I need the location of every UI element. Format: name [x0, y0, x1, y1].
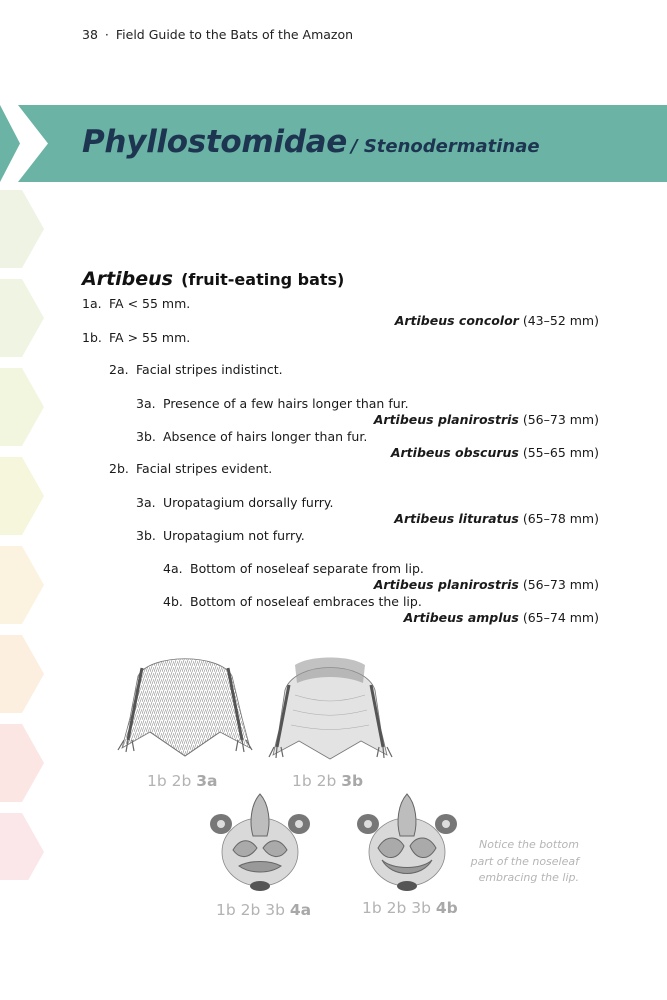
- key-line-3a: 3a. Uropatagium dorsally furry.: [136, 495, 334, 510]
- side-tab: [0, 368, 44, 446]
- genus-name: Artibeus: [82, 268, 173, 290]
- side-tab: [0, 635, 44, 713]
- key-line-4b: 4b. Bottom of noseleaf embraces the lip.: [163, 594, 422, 609]
- page-number: 38: [82, 27, 98, 42]
- figure-label-4b: 1b 2b 3b 4b: [362, 899, 458, 917]
- running-head: [82, 27, 353, 42]
- side-tab: [0, 813, 44, 880]
- page-title: [82, 124, 540, 160]
- noseleaf-embracing-illustration: [357, 794, 457, 891]
- figure-note: Notice the bottom part of the noseleaf embracing the lip.: [470, 838, 579, 884]
- common-name: (fruit-eating bats): [181, 270, 345, 289]
- side-tabs: [0, 190, 46, 880]
- banner-chevron-icon: [0, 105, 60, 182]
- separator: ·: [104, 27, 109, 42]
- noseleaf-separate-illustration: [210, 794, 310, 891]
- book-title: Field Guide to the Bats of the Amazon: [115, 27, 354, 42]
- figure-label-3b: 1b 2b 3b: [292, 772, 364, 790]
- figure-label-4a: 1b 2b 3b 4a: [216, 901, 312, 919]
- key-line-3b: 3b. Uropatagium not furry.: [136, 528, 305, 543]
- result-line: Artibeus concolor (43–52 mm): [394, 313, 599, 328]
- side-tab: [0, 457, 44, 535]
- uropatagium-furry-illustration: [110, 648, 260, 768]
- result-line: Artibeus amplus (65–74 mm): [403, 610, 599, 625]
- result-line: Artibeus obscurus (55–65 mm): [390, 445, 599, 460]
- figure-label-3a: 1b 2b 3a: [147, 772, 218, 790]
- result-line: Artibeus planirostris (56–73 mm): [373, 577, 599, 592]
- side-tab: [0, 279, 44, 357]
- key-line-1b: 1b. FA > 55 mm.: [82, 330, 191, 345]
- key-line-3a: 3a. Presence of a few hairs longer than fur.: [136, 396, 409, 411]
- key-line-1a: 1a. FA < 55 mm.: [82, 296, 191, 311]
- uropatagium-bare-illustration: [269, 658, 392, 760]
- section-heading: [82, 268, 344, 290]
- family-name: Phyllostomidae: [82, 124, 347, 160]
- side-tab: [0, 546, 44, 624]
- subfamily-name: / Stenodermatinae: [350, 136, 540, 157]
- key-line-4a: 4a. Bottom of noseleaf separate from lip.: [163, 561, 424, 576]
- result-line: Artibeus lituratus (65–78 mm): [394, 511, 599, 526]
- result-line: Artibeus planirostris (56–73 mm): [373, 412, 599, 427]
- key-line-2a: 2a. Facial stripes indistinct.: [109, 362, 283, 377]
- key-line-3b: 3b. Absence of hairs longer than fur.: [136, 429, 368, 444]
- side-tab: [0, 724, 44, 802]
- side-tab: [0, 190, 44, 268]
- key-line-2b: 2b. Facial stripes evident.: [109, 461, 273, 476]
